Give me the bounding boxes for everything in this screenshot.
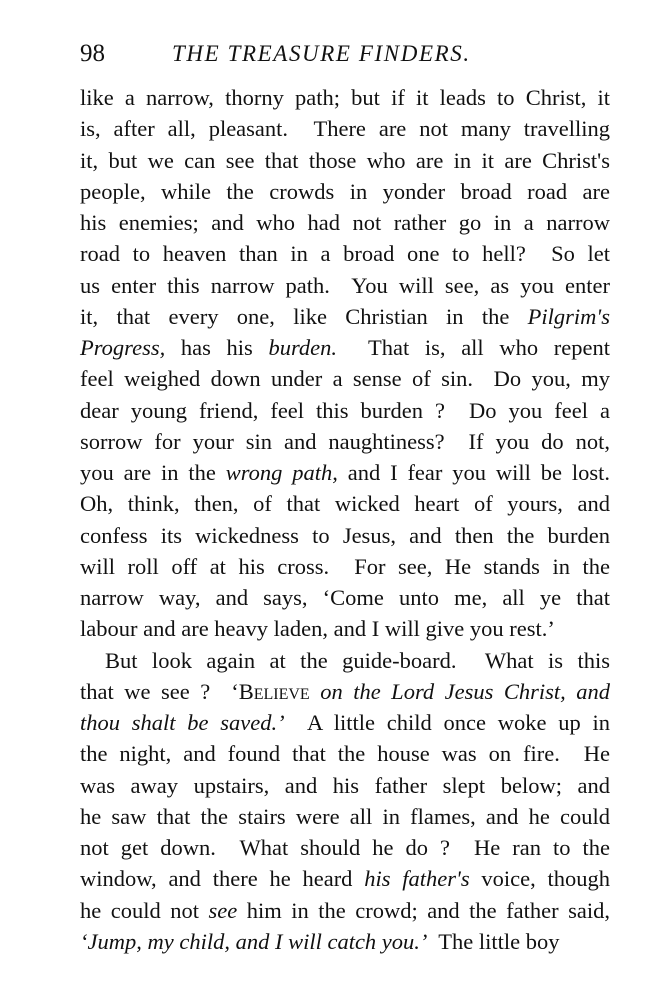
italic-text: wrong path,	[225, 460, 338, 485]
italic-text: see	[208, 897, 238, 923]
text-line	[80, 676, 610, 707]
text-span: feel weighed down under a sense of sin. Do you, my	[80, 366, 610, 392]
text-span: that we see ? ‘	[80, 678, 239, 704]
italic-text: ‘Jump, my child, and I will catch you.’	[80, 928, 428, 954]
text-line	[80, 82, 610, 113]
text-line	[80, 801, 610, 832]
italic-text: his father's	[364, 866, 470, 892]
text-line	[80, 707, 610, 738]
text-line	[80, 582, 610, 613]
text-span: narrow way, and says, ‘Come unto me, all ye that	[80, 585, 610, 610]
italic-text: burden.	[268, 335, 338, 360]
text-span: and I fear you will be lost.	[337, 460, 610, 485]
text-span: is, after all, pleasant. There are not many travelling	[80, 116, 610, 142]
text-span: confess its wickedness to Jesus, and then the burden	[80, 522, 610, 548]
italic-text: Progress,	[80, 335, 166, 360]
text-line	[80, 332, 610, 363]
text-span: A little child once woke up in	[284, 710, 610, 735]
text-line	[80, 301, 610, 332]
text-span: it, that every one, like Christian in the	[80, 303, 528, 329]
text-span: was away upstairs, and his father slept below; and	[80, 772, 610, 798]
running-title: THE TREASURE FINDERS.	[172, 41, 471, 66]
text-span: will roll off at his cross. For see, He stands in the	[80, 553, 610, 579]
text-line	[80, 613, 610, 644]
text-line	[80, 457, 610, 488]
text-span: has his	[165, 335, 269, 360]
text-span: sorrow for your sin and naughtiness? If you do not,	[80, 428, 610, 454]
text-line	[80, 488, 610, 519]
text-span: you are in the	[80, 460, 226, 485]
text-span: people, while the crowds in yonder broad road are	[80, 178, 610, 204]
text-line	[80, 551, 610, 582]
text-line	[80, 395, 610, 426]
text-line	[80, 363, 610, 394]
text-line	[80, 645, 610, 676]
text-span: labour and are heavy laden, and I will give you rest.’	[80, 616, 555, 642]
page-header	[80, 38, 608, 70]
text-line	[80, 520, 610, 551]
text-span: That is, all who repent	[337, 335, 611, 360]
small-caps-text: Believe	[238, 678, 310, 704]
page-number: 98	[80, 40, 105, 67]
text-line	[80, 176, 610, 207]
text-line	[80, 863, 610, 894]
text-span: it, but we can see that those who are in it are Christ's	[80, 147, 610, 173]
text-span: the night, and found that the house was on fire. He	[80, 741, 610, 767]
text-span: his enemies; and who had not rather go in a narrow	[80, 210, 610, 235]
text-span: But look again at the guide-board. What is this	[105, 647, 610, 673]
italic-text: Pilgrim's	[527, 303, 610, 329]
text-span: Oh, think, then, of that wicked heart of yours, and	[80, 491, 610, 517]
text-span: like a narrow, thorny path; but if it leads to Christ, it	[80, 85, 610, 110]
body-text	[80, 82, 610, 957]
text-line	[80, 270, 610, 301]
text-span: he saw that the stairs were all in flames, and he could	[80, 803, 610, 829]
text-line	[80, 426, 610, 457]
text-span: him in the crowd; and the father said,	[237, 897, 610, 923]
text-span: The little boy	[427, 928, 560, 954]
text-span: he could not	[80, 897, 209, 923]
text-line	[80, 238, 610, 269]
text-line	[80, 145, 610, 176]
text-line	[80, 113, 610, 144]
text-line	[80, 207, 610, 238]
italic-text: thou shalt be saved.’	[80, 710, 285, 735]
text-span: us enter this narrow path. You will see, as you enter	[80, 272, 610, 298]
text-line	[80, 895, 610, 926]
text-span: window, and there he heard	[80, 866, 365, 892]
text-span: road to heaven than in a broad one to hell? So let	[80, 241, 610, 267]
text-line	[80, 926, 610, 957]
text-line	[80, 770, 610, 801]
text-span: not get down. What should he do ? He ran to the	[80, 835, 610, 860]
text-span: voice, though	[469, 866, 610, 892]
italic-text: on the Lord Jesus Christ, and	[309, 678, 611, 704]
text-line	[80, 738, 610, 769]
text-line	[80, 832, 610, 863]
text-span: dear young friend, feel this burden ? Do you feel a	[80, 397, 610, 423]
